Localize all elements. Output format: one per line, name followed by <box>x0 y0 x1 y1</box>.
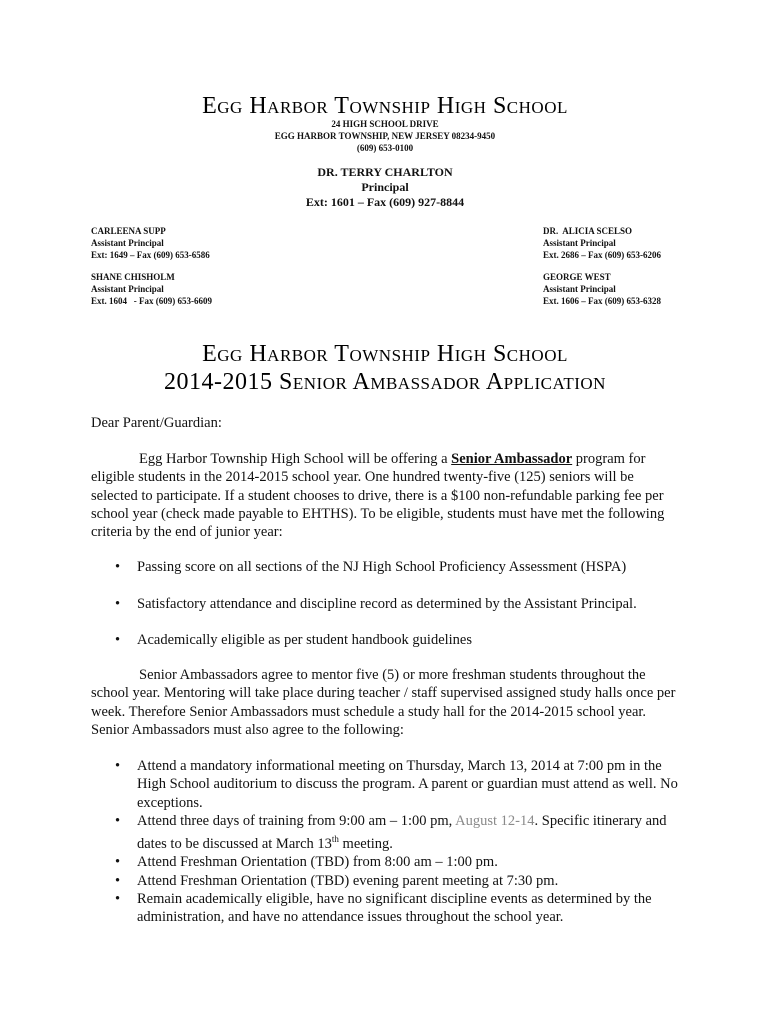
agreement-text-part: . Specific itinerary and dates to be discussed at March 13 <box>137 812 667 853</box>
intro-paragraph <box>91 450 681 541</box>
agreement-text-part: meeting. <box>338 836 393 853</box>
staff-left-2 <box>91 271 212 307</box>
staff-name: DR. ALICIA SCELSO <box>543 226 633 236</box>
letterhead-address: 24 HIGH SCHOOL DRIVE <box>331 119 439 129</box>
bullet-icon: • <box>115 812 121 829</box>
bullet-icon: • <box>115 758 121 774</box>
bullet-icon: • <box>115 632 121 648</box>
agreement-item <box>113 872 683 890</box>
agreement-text: Attend Freshman Orientation (TBD) from 8:00 am – 1:00 pm. <box>137 854 498 871</box>
letterhead-phone: (609) 653-0100 <box>356 143 414 153</box>
principal-ext: Ext: 1601 – Fax (609) 927-8844 <box>305 195 465 209</box>
agreements-list <box>113 757 683 927</box>
application-title-line1: Egg Harbor Township High School <box>202 341 568 367</box>
agreement-text-part: Attend three days of training from 9:00 am – 1:00 pm, <box>137 812 456 829</box>
agreement-item <box>113 890 683 927</box>
bullet-icon: • <box>115 872 121 889</box>
staff-ext: Ext. 1606 – Fax (609) 653-6328 <box>543 296 661 306</box>
letterhead-city-state: EGG HARBOR TOWNSHIP, NEW JERSEY 08234-9450 <box>274 131 496 141</box>
bullet-icon: • <box>115 890 121 907</box>
agreement-text: Attend Freshman Orientation (TBD) evening parent meeting at 7:30 pm. <box>137 872 559 889</box>
agreement-text <box>137 812 683 853</box>
bullet-icon: • <box>115 559 121 575</box>
training-dates: August 12-14 <box>455 812 535 829</box>
agreement-text: Remain academically eligible, have no significant discipline events as determined by the administration, and have no attendance issues throughout the school year. <box>137 890 652 926</box>
staff-right-1 <box>543 225 661 261</box>
agreement-item <box>113 812 683 853</box>
staff-ext: Ext. 1604 - Fax (609) 653-6609 <box>91 296 212 306</box>
staff-name: SHANE CHISHOLM <box>91 272 175 282</box>
staff-left-1 <box>91 225 210 261</box>
staff-name: CARLEENA SUPP <box>91 226 166 236</box>
intro-text-rest: program for eligible students in the 2014-2015 school year. One hundred twenty-five (125) seniors will be selected to participate. If a student chooses to drive, there is a $100 non-refundable parking fee per school year (check made payable to EHTHS). To be eligible, students must have met the following criteria by the end of junior year: <box>91 451 665 541</box>
criteria-item <box>113 558 693 576</box>
principal-name: DR. TERRY CHARLTON <box>317 165 453 179</box>
agreement-text: Attend a mandatory informational meeting on Thursday, March 13, 2014 at 7:00 pm in the High School auditorium to discuss the program. A parent or guardian must attend as well. No exceptions. <box>137 758 678 811</box>
staff-title: Assistant Principal <box>543 238 616 248</box>
staff-right-2 <box>543 271 661 307</box>
staff-title: Assistant Principal <box>91 238 164 248</box>
letterhead-school-name: Egg Harbor Township High School <box>202 93 568 119</box>
staff-name: GEORGE WEST <box>543 272 611 282</box>
criteria-text: Passing score on all sections of the NJ High School Proficiency Assessment (HSPA) <box>137 559 627 575</box>
staff-ext: Ext. 2686 – Fax (609) 653-6206 <box>543 250 661 260</box>
senior-ambassador-emphasis: Senior Ambassador <box>451 451 573 467</box>
principal-title: Principal <box>361 180 409 194</box>
bullet-icon: • <box>115 596 121 612</box>
criteria-item <box>113 631 693 649</box>
criteria-item <box>113 595 693 613</box>
salutation: Dear Parent/Guardian: <box>91 415 222 431</box>
bullet-icon: • <box>115 854 121 871</box>
criteria-text: Satisfactory attendance and discipline record as determined by the Assistant Principal. <box>137 596 637 612</box>
staff-title: Assistant Principal <box>543 284 616 294</box>
criteria-text: Academically eligible as per student handbook guidelines <box>137 632 473 648</box>
intro-text-start: Egg Harbor Township High School will be offering a <box>139 451 452 467</box>
staff-title: Assistant Principal <box>91 284 164 294</box>
staff-ext: Ext: 1649 – Fax (609) 653-6586 <box>91 250 210 260</box>
application-title-line2: 2014-2015 Senior Ambassador Application <box>164 369 606 395</box>
agreement-item <box>113 757 683 812</box>
agreement-item <box>113 853 683 871</box>
mentoring-paragraph: Senior Ambassadors agree to mentor five (5) or more freshman students throughout the school year. Mentoring will take place during teacher / staff supervised assigned study halls once per week. Therefore Senior Ambassadors must schedule a study hall for the 2014-2015 school year. Senior Ambassadors must also agree to the following: <box>91 667 676 738</box>
ordinal-suffix: th <box>331 834 339 845</box>
